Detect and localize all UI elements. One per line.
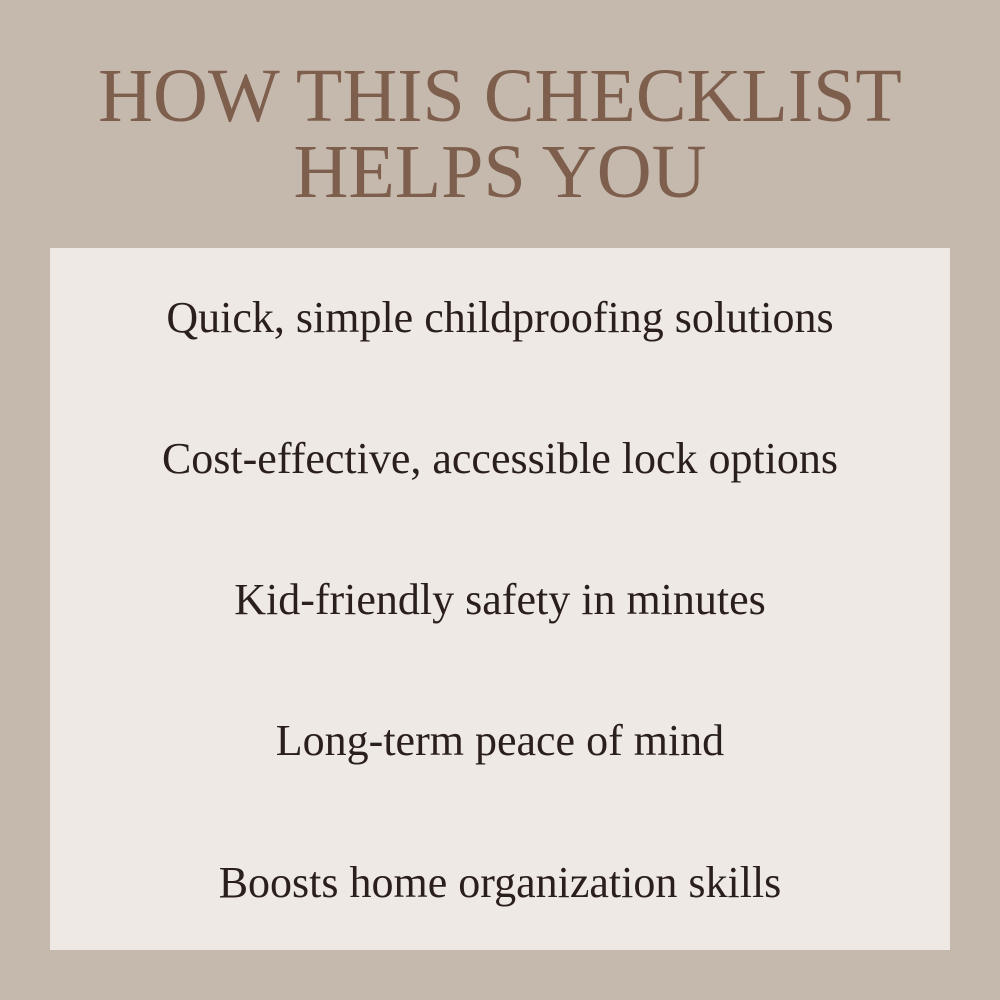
page-title-line-1: HOW THIS CHECKLIST bbox=[98, 54, 902, 138]
page-title-line-2: HELPS YOU bbox=[293, 130, 707, 214]
benefit-item: Cost-effective, accessible lock options bbox=[161, 434, 839, 483]
benefits-card bbox=[50, 248, 950, 950]
benefits-list bbox=[50, 248, 950, 950]
benefit-item: Boosts home organization skills bbox=[218, 858, 782, 907]
benefit-item: Kid-friendly safety in minutes bbox=[234, 575, 766, 624]
page-title bbox=[0, 54, 1000, 214]
benefit-item: Long-term peace of mind bbox=[275, 716, 725, 765]
benefit-item: Quick, simple childproofing solutions bbox=[166, 293, 834, 342]
